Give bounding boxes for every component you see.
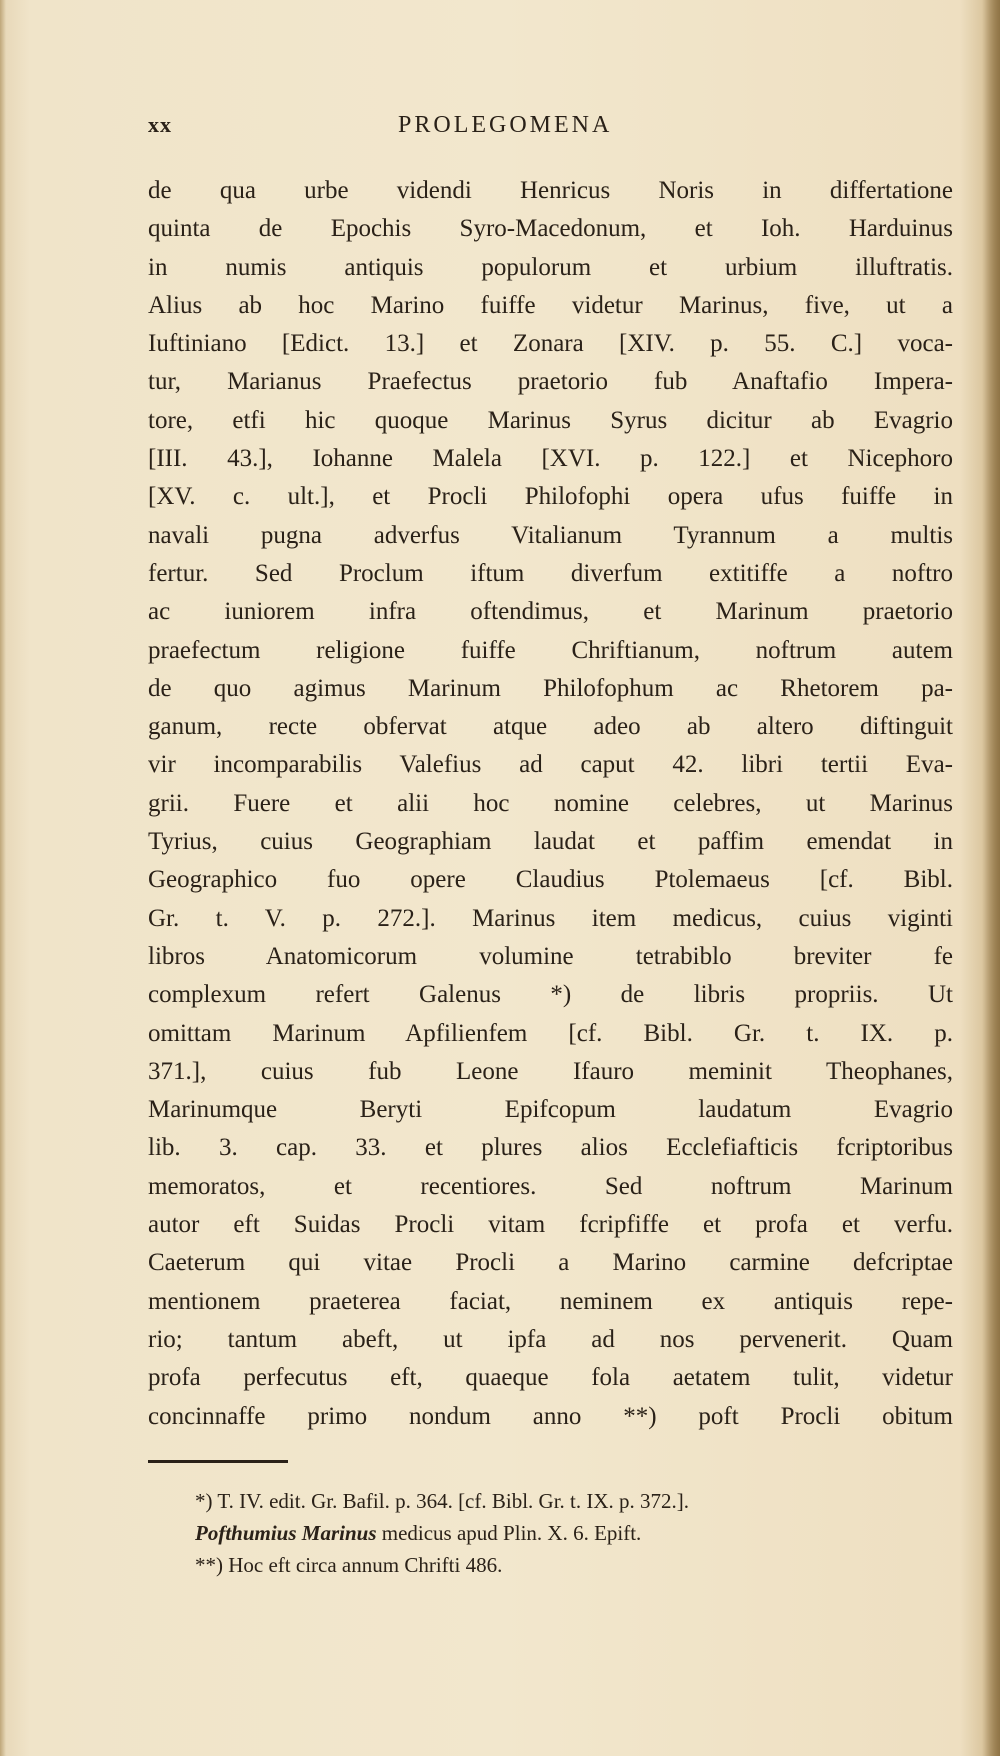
text-line: navali pugna adverfus Vitalianum Tyrannum a multis: [148, 521, 953, 549]
text-line: quinta de Epochis Syro-Macedonum, et Ioh. Harduinus: [148, 215, 953, 243]
text-line: in numis antiquis populorum et urbium illuftratis.: [148, 253, 953, 281]
text-line: tur, Marianus Praefectus praetorio fub Anaftafio Impera-: [148, 368, 953, 396]
text-line: de quo agimus Marinum Philofophum ac Rhetorem pa-: [148, 674, 953, 702]
text-line: lib. 3. cap. 33. et plures alios Ecclefiafticis fcriptoribus: [148, 1134, 953, 1162]
text-line: memoratos, et recentiores. Sed noftrum Marinum: [148, 1172, 953, 1200]
footnote-italic-name: Pofthumius Marinus: [195, 1521, 377, 1545]
main-text: [148, 172, 953, 1436]
text-line: fertur. Sed Proclum iftum diverfum extitiffe a noftro: [148, 559, 953, 587]
footnote-citation: medicus apud Plin. X. 6. Epift.: [376, 1521, 642, 1545]
page-edge-right: [982, 0, 1000, 1756]
footnotes: [195, 1485, 955, 1581]
page-number: xx: [148, 112, 172, 137]
footnote-1: *) T. IV. edit. Gr. Bafil. p. 364. [cf. Bibl. Gr. t. IX. p. 372.].: [195, 1489, 690, 1513]
text-line: rio; tantum abeft, ut ipfa ad nos pervenerit. Quam: [148, 1325, 953, 1353]
text-line: grii. Fuere et alii hoc nomine celebres, ut Marinus: [148, 789, 953, 817]
page-gutter-left: [0, 0, 6, 1756]
text-line: Geographico fuo opere Claudius Ptolemaeus [cf. Bibl.: [148, 866, 953, 894]
text-line: Tyrius, cuius Geographiam laudat et paffim emendat in: [148, 828, 953, 856]
text-line: praefectum religione fuiffe Chriftianum, noftrum autem: [148, 636, 953, 664]
text-line: omittam Marinum Apfilienfem [cf. Bibl. Gr. t. IX. p.: [148, 1019, 953, 1047]
text-line: [XV. c. ult.], et Procli Philofophi opera ufus fuiffe in: [148, 483, 953, 511]
text-line: ac iuniorem infra oftendimus, et Marinum praetorio: [148, 598, 953, 626]
text-line: Marinumque Beryti Epifcopum laudatum Evagrio: [148, 1096, 953, 1124]
text-line: Gr. t. V. p. 272.]. Marinus item medicus, cuius viginti: [148, 904, 953, 932]
text-line: Iuftiniano [Edict. 13.] et Zonara [XIV. p. 55. C.] voca-: [148, 330, 953, 358]
text-line: vir incomparabilis Valefius ad caput 42. libri tertii Eva-: [148, 751, 953, 779]
text-line: 371.], cuius fub Leone Ifauro meminit Theophanes,: [148, 1057, 953, 1085]
footnote-1-continuation: [195, 1517, 955, 1549]
text-line: mentionem praeterea faciat, neminem ex antiquis repe-: [148, 1287, 953, 1315]
text-line: de qua urbe videndi Henricus Noris in differtatione: [148, 177, 953, 204]
text-line: ganum, recte obfervat atque adeo ab altero diftinguit: [148, 713, 953, 741]
text-line: concinnaffe primo nondum anno **) poft Procli obitum: [148, 1402, 953, 1430]
text-line: autor eft Suidas Procli vitam fcripfiffe et profa et verfu.: [148, 1211, 953, 1239]
running-title: PROLEGOMENA: [398, 112, 613, 138]
footnote-2: **) Hoc eft circa annum Chrifti 486.: [195, 1553, 503, 1577]
page-header: [148, 112, 828, 148]
text-line: tore, etfi hic quoque Marinus Syrus dicitur ab Evagrio: [148, 406, 953, 434]
text-line: Alius ab hoc Marino fuiffe videtur Marinus, five, ut a: [148, 291, 953, 319]
text-line: Caeterum qui vitae Procli a Marino carmine defcriptae: [148, 1249, 953, 1277]
text-line: profa perfecutus eft, quaeque fola aetatem tulit, videtur: [148, 1364, 953, 1392]
text-line: libros Anatomicorum volumine tetrabiblo breviter fe: [148, 942, 953, 970]
footnote-rule: [148, 1460, 288, 1463]
text-line: complexum refert Galenus *) de libris propriis. Ut: [148, 981, 953, 1009]
text-line: [III. 43.], Iohanne Malela [XVI. p. 122.] et Nicephoro: [148, 445, 953, 473]
